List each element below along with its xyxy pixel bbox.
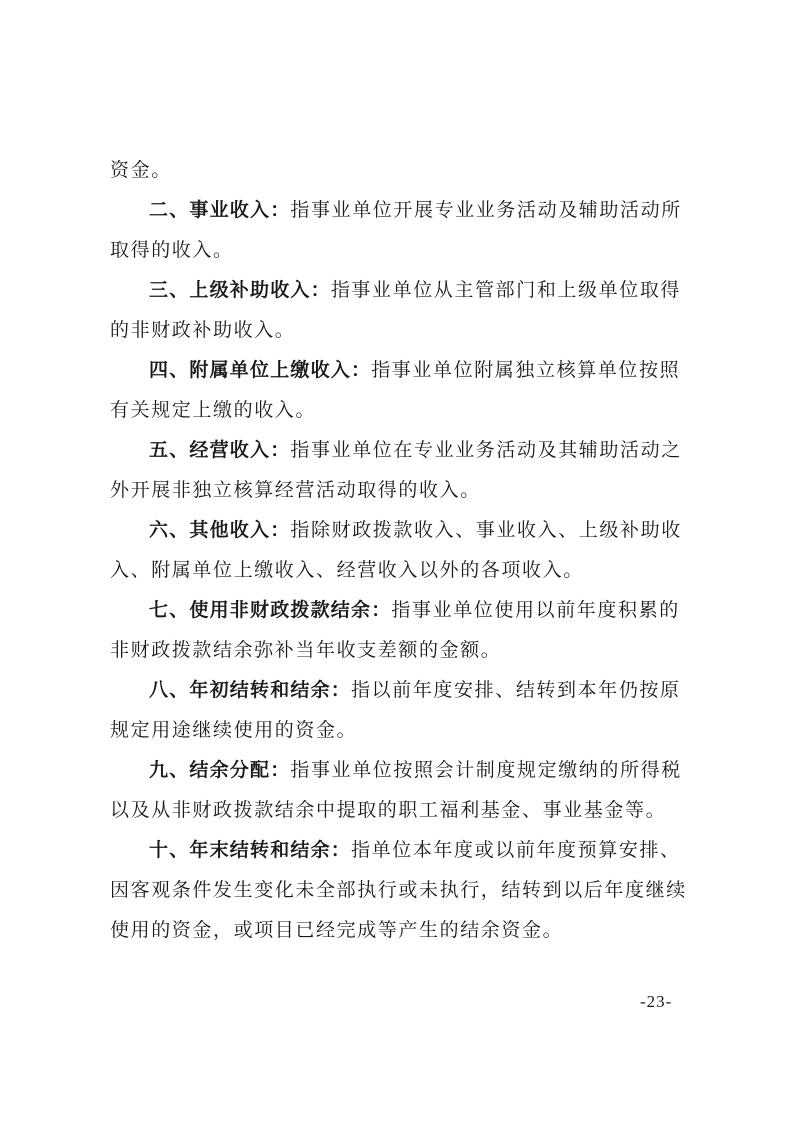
item-9-line-1 xyxy=(110,750,695,790)
item-8-line-2 xyxy=(110,710,695,750)
page-number: -23- xyxy=(640,992,673,1011)
item-5-definition: 指事业单位在专业业务活动及其辅助活动之 xyxy=(290,439,682,461)
item-10-term: 十、年末结转和结余： xyxy=(149,839,352,861)
item-3-definition: 指事业单位从主管部门和上级单位取得 xyxy=(330,279,682,301)
item-2-term: 二、事业收入： xyxy=(149,199,291,221)
item-7-term: 七、使用非财政拨款结余： xyxy=(149,599,392,621)
item-2-definition-cont: 取得的收入。 xyxy=(110,239,234,261)
body-text xyxy=(110,150,695,950)
item-4-definition-cont: 有关规定上缴的收入。 xyxy=(110,399,317,421)
item-6-definition-cont: 入、附属单位上缴收入、经营收入以外的各项收入。 xyxy=(110,559,584,581)
item-5-line-2 xyxy=(110,470,695,510)
item-10-line-1 xyxy=(110,830,695,870)
item-6-term: 六、其他收入： xyxy=(149,519,291,541)
item-6-definition: 指除财政拨款收入、事业收入、上级补助收 xyxy=(290,519,682,541)
item-10-line-2 xyxy=(110,870,695,910)
item-2-line-1 xyxy=(110,190,695,230)
item-3-definition-cont: 的非财政补助收入。 xyxy=(110,319,296,341)
item-2-line-2 xyxy=(110,230,695,270)
item-7-definition-cont: 非财政拨款结余弥补当年收支差额的金额。 xyxy=(110,639,502,661)
item-10-line-3 xyxy=(110,910,695,950)
item-7-line-2 xyxy=(110,630,695,670)
item-4-definition: 指事业单位附属独立核算单位按照 xyxy=(371,359,681,381)
item-10-definition-cont-2: 使用的资金，或项目已经完成等产生的结余资金。 xyxy=(110,919,564,941)
item-10-definition-cont: 因客观条件发生变化未全部执行或未执行，结转到以后年度继续 xyxy=(110,879,687,901)
item-3-line-1 xyxy=(110,270,695,310)
item-8-term: 八、年初结转和结余： xyxy=(149,679,352,701)
item-3-line-2 xyxy=(110,310,695,350)
item-9-definition-cont: 以及从非财政拨款结余中提取的职工福利基金、事业基金等。 xyxy=(110,799,667,821)
continuation-text: 资金。 xyxy=(110,159,172,181)
item-6-line-2 xyxy=(110,550,695,590)
item-6-line-1 xyxy=(110,510,695,550)
item-8-definition: 指以前年度安排、结转到本年仍按原 xyxy=(351,679,681,701)
item-7-line-1 xyxy=(110,590,695,630)
item-7-definition: 指事业单位使用以前年度积累的 xyxy=(391,599,680,621)
item-4-term: 四、附属单位上缴收入： xyxy=(149,359,372,381)
item-4-line-2 xyxy=(110,390,695,430)
item-5-line-1 xyxy=(110,430,695,470)
item-9-definition: 指事业单位按照会计制度规定缴纳的所得税 xyxy=(290,759,682,781)
item-5-term: 五、经营收入： xyxy=(149,439,291,461)
item-8-line-1 xyxy=(110,670,695,710)
item-3-term: 三、上级补助收入： xyxy=(149,279,331,301)
continuation-line xyxy=(110,150,695,190)
item-5-definition-cont: 外开展非独立核算经营活动取得的收入。 xyxy=(110,479,481,501)
item-8-definition-cont: 规定用途继续使用的资金。 xyxy=(110,719,358,741)
item-2-definition: 指事业单位开展专业业务活动及辅助活动所 xyxy=(290,199,682,221)
item-10-definition: 指单位本年度或以前年度预算安排、 xyxy=(351,839,681,861)
item-4-line-1 xyxy=(110,350,695,390)
item-9-term: 九、结余分配： xyxy=(149,759,291,781)
item-9-line-2 xyxy=(110,790,695,830)
